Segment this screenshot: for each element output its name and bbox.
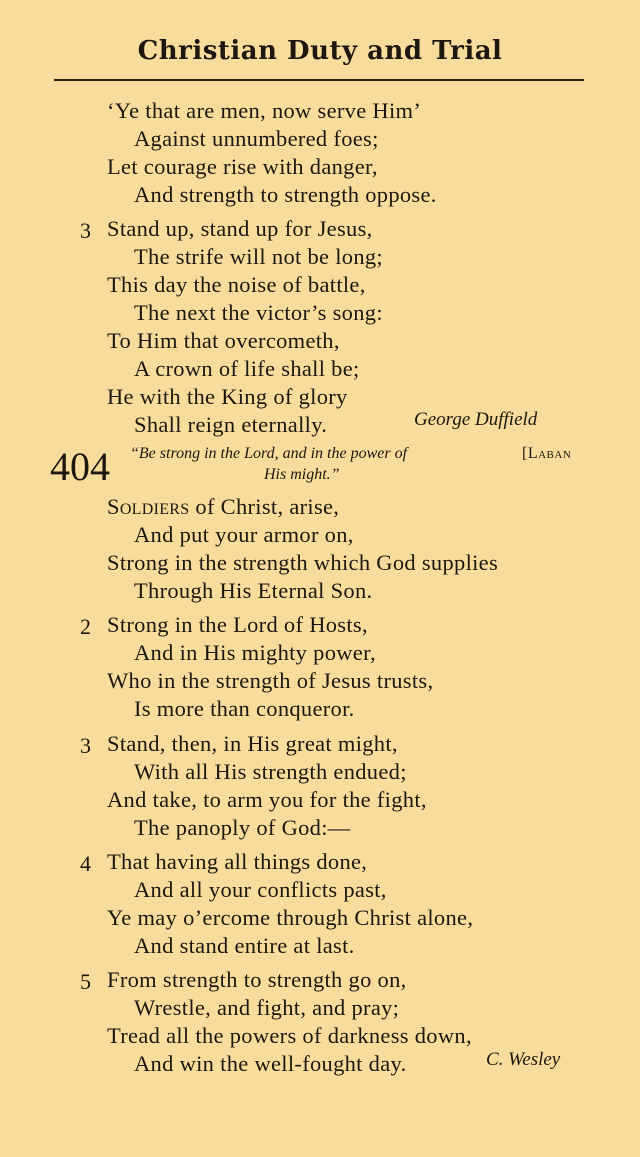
first-word: Soldiers [107,494,190,519]
verse-line: Is more than conqueror. [134,696,355,721]
verse-line: From strength to strength go on, [107,967,407,992]
verse-number: 5 [80,969,91,994]
verse-line: Ye may o’ercome through Christ alone, [107,905,474,930]
verse-line: The next the victor’s song: [134,300,383,325]
verse-line: And win the well-fought day. [134,1051,407,1076]
verse-line: To Him that overcometh, [107,328,340,353]
verse-line: And stand entire at last. [134,933,355,958]
verse-line: And take, to arm you for the fight, [107,787,427,812]
verse-line: That having all things done, [107,849,368,874]
tune-name: [Laban [522,445,572,462]
verse-line: This day the noise of battle, [107,272,366,297]
epigraph: “Be strong in the Lord, and in the power of [130,445,408,462]
author-attribution: C. Wesley [486,1049,561,1070]
verse-line: A crown of life shall be; [134,356,360,381]
running-header: Christian Duty and Trial [137,36,503,66]
verse-number: 2 [80,614,91,639]
verse-line: Against unnumbered foes; [134,126,379,151]
verse-line: ‘Ye that are men, now serve Him’ [107,98,422,123]
verse-number: 3 [80,733,91,758]
verse-line: And put your armor on, [134,522,354,547]
first-line-rest: of Christ, arise, [189,494,340,519]
verse-line: Strong in the Lord of Hosts, [107,612,368,637]
verse-line: The panoply of God:— [134,815,351,840]
verse-number: 4 [80,851,91,876]
author-attribution: George Duffield [414,409,538,430]
verse-line: He with the King of glory [107,384,348,409]
verse-line: And all your conflicts past, [134,877,387,902]
verse-line: The strife will not be long; [134,244,383,269]
verse-line: Who in the strength of Jesus trusts, [107,668,434,693]
verse-line: Shall reign eternally. [134,412,328,437]
verse-line: And in His mighty power, [134,640,376,665]
verse-number: 3 [80,218,91,243]
verse-line: Tread all the powers of darkness down, [107,1023,472,1048]
verse-line: With all His strength endued; [134,759,407,784]
verse-line: Strong in the strength which God supplies [107,550,499,575]
verse-line: Let courage rise with danger, [107,154,378,179]
verse-line [107,494,339,520]
header-rule [54,79,584,81]
epigraph: His might.” [264,466,340,483]
verse-line: And strength to strength oppose. [134,182,437,207]
verse-line: Through His Eternal Son. [134,578,373,603]
verse-line: Wrestle, and fight, and pray; [134,995,400,1020]
verse-line: Stand, then, in His great might, [107,731,398,756]
verse-line: Stand up, stand up for Jesus, [107,216,373,241]
hymn-number: 404 [50,444,110,489]
